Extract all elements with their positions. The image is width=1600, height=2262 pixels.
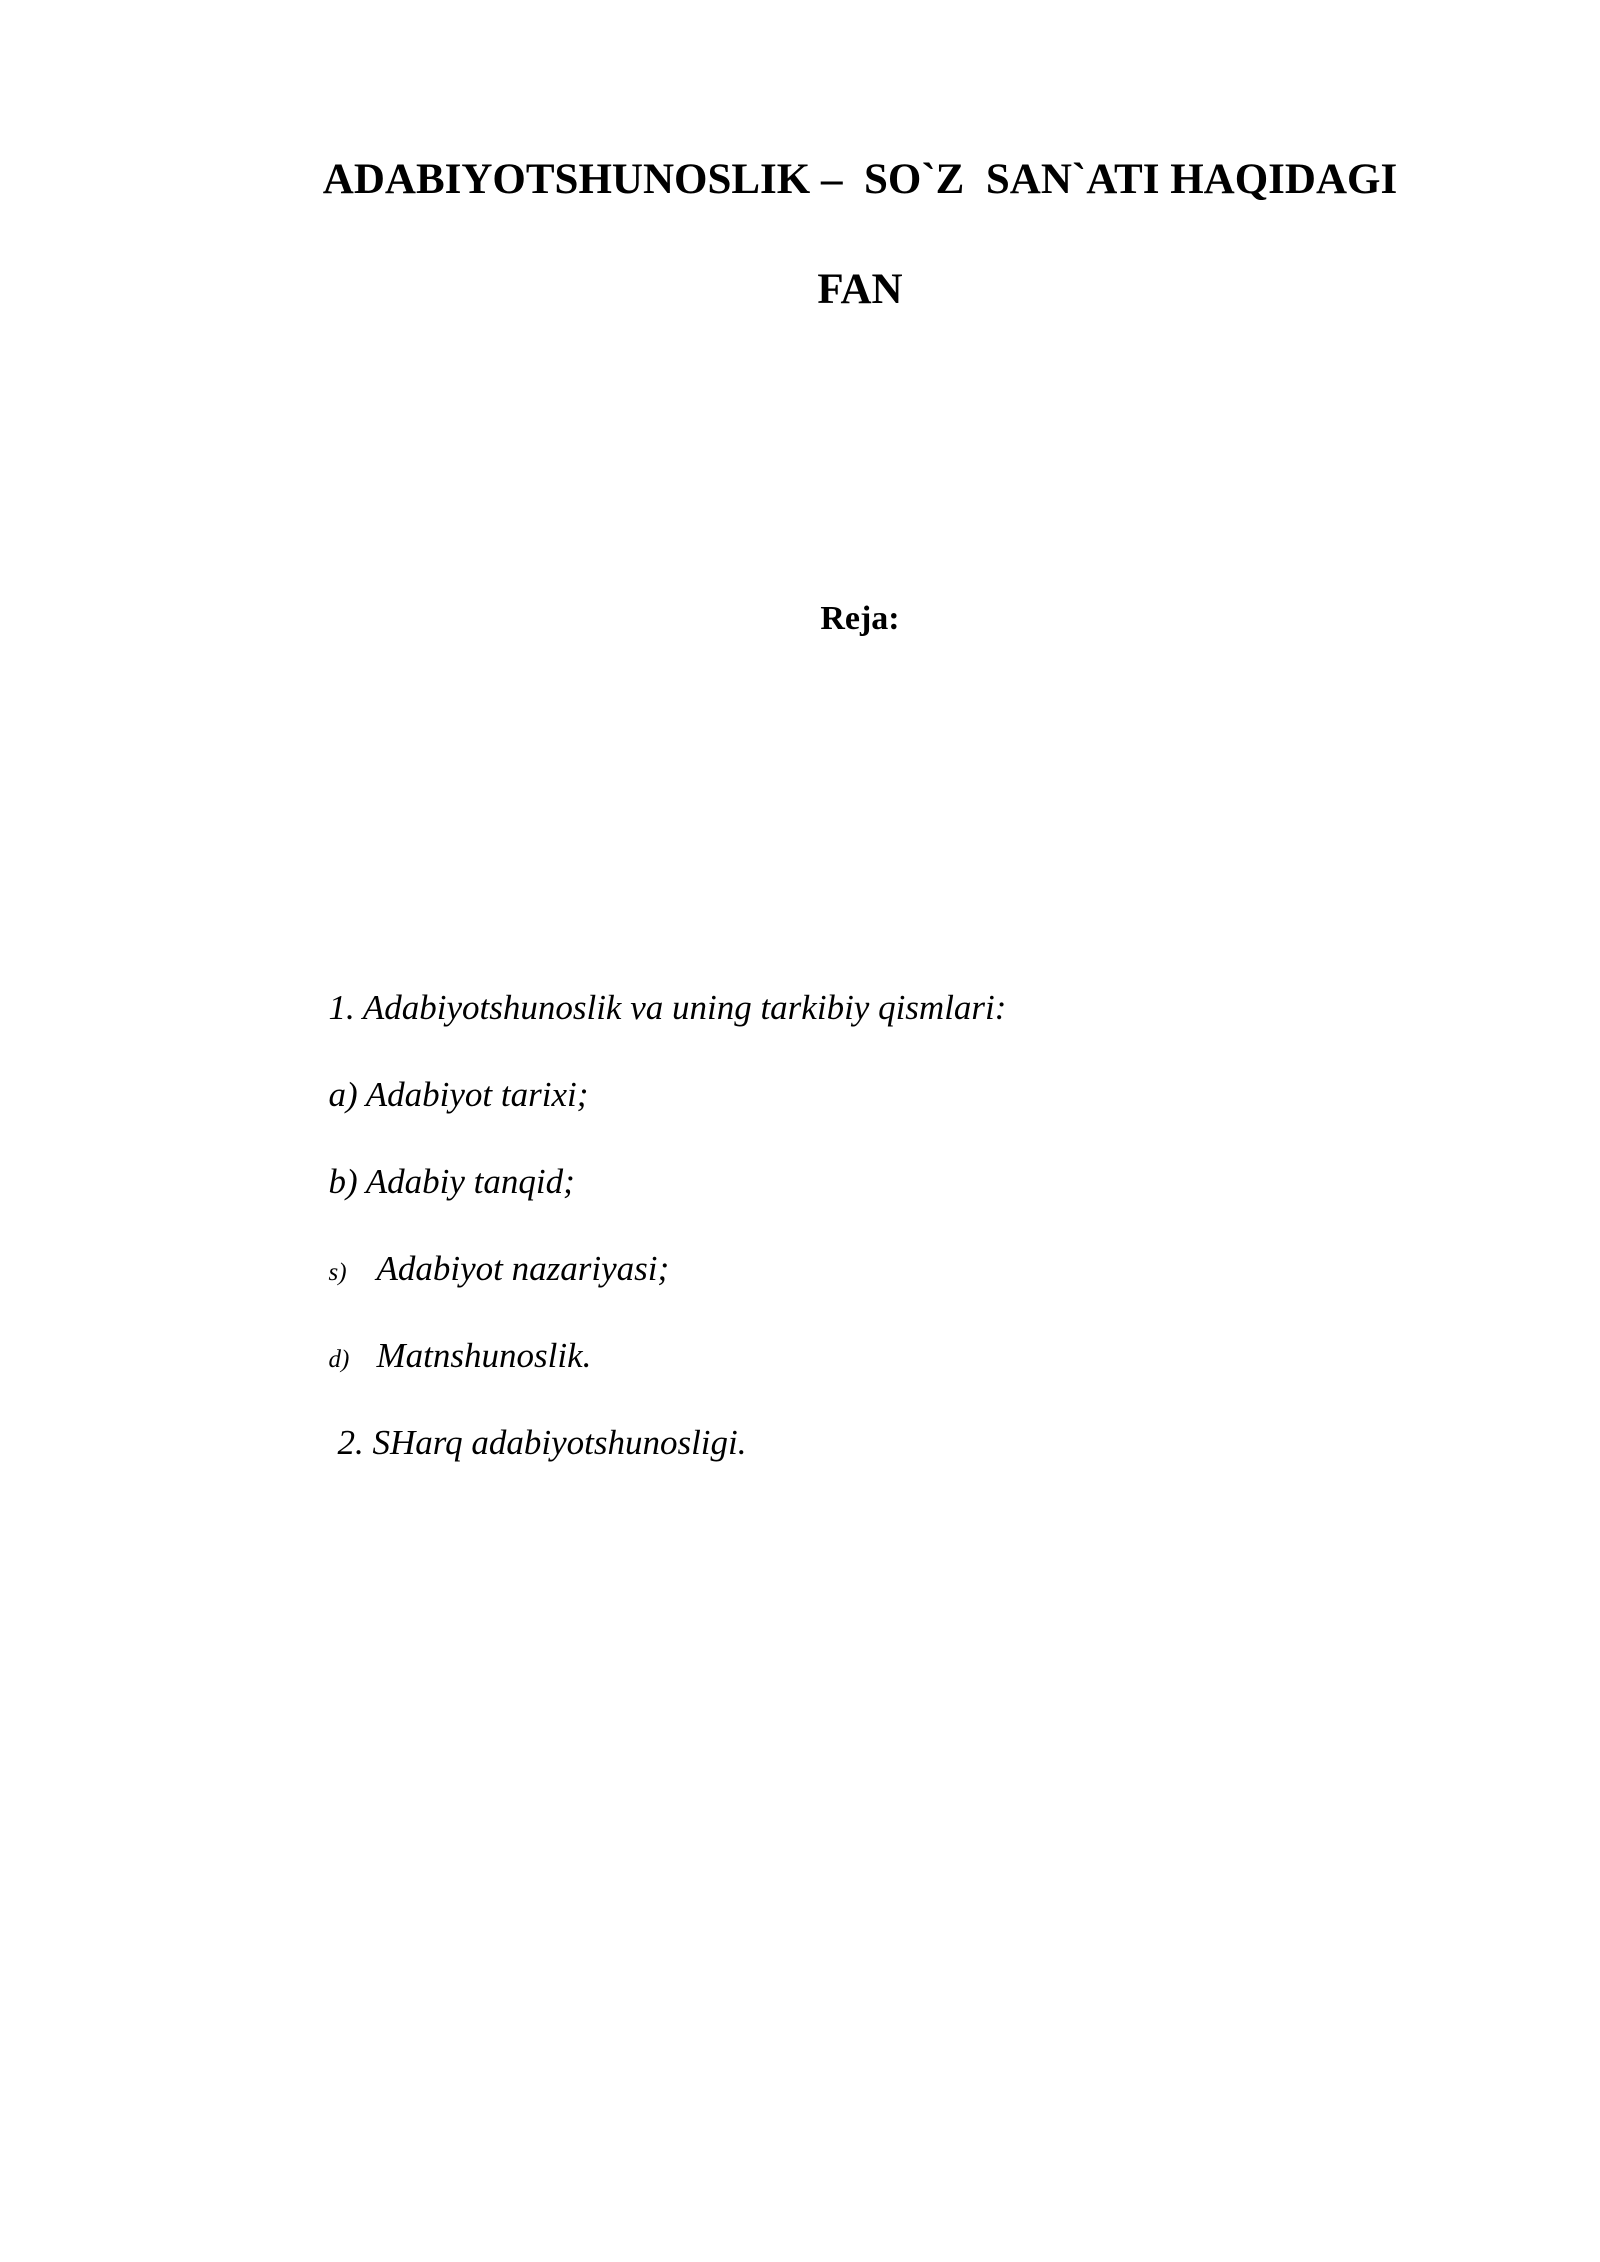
plan-item-text: Matnshunoslik. [376, 1336, 592, 1375]
plan-item-text: Adabiyot nazariyasi; [376, 1249, 670, 1288]
plan-item [285, 1383, 747, 1503]
plan-item-text: b) Adabiy tanqid; [328, 1162, 575, 1201]
document-title-line-1: ADABIYOTSHUNOSLIK – SO`Z SAN`ATI HAQIDAGI [322, 156, 1398, 203]
document-title-line-2: FAN [817, 266, 903, 313]
plan-item-text: a) Adabiyot tarixi; [328, 1075, 589, 1114]
plan-item-marker: s) [328, 1259, 347, 1286]
plan-item-text: 2. SHarq adabiyotshunosligi. [337, 1423, 747, 1462]
plan-heading: Reja: [820, 600, 900, 637]
plan-item-marker: d) [328, 1346, 350, 1373]
plan-item-text: 1. Adabiyotshunoslik va uning tarkibiy qismlari: [328, 988, 1007, 1027]
